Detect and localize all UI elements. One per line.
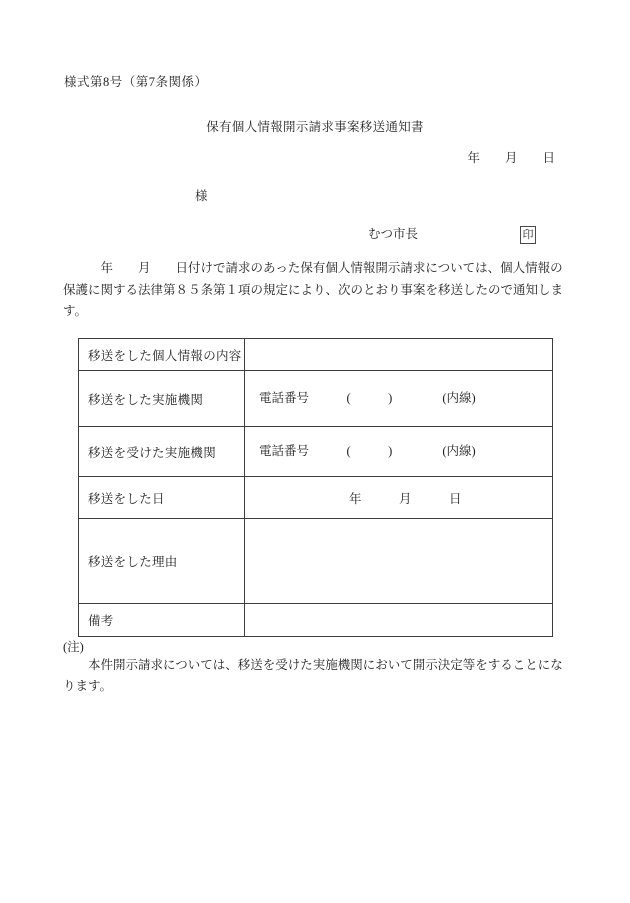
addressee-honorific: 様 (195, 189, 208, 203)
row-value-date-blank: 年 月 日 (245, 477, 553, 519)
body-paragraph: 年 月 日付けで請求のあった保有個人情報開示請求については、個人情報の保護に関する法律第８５条第１項の規定により、次のとおり事案を移送したので通知します。 (63, 261, 564, 318)
seal-box (520, 226, 536, 244)
table-row-remarks (79, 604, 553, 637)
row-label: 移送をした個人情報の内容 (79, 339, 245, 371)
transfer-details-table (78, 338, 553, 637)
seal-character: 印 (522, 228, 534, 241)
row-value-blank (245, 519, 553, 604)
row-label: 移送を受けた実施機関 (79, 427, 245, 477)
row-label: 備考 (79, 604, 245, 637)
table-row-receiving-agency (79, 427, 553, 477)
table-row-transfer-reason (79, 519, 553, 604)
row-label: 移送をした実施機関 (79, 371, 245, 427)
row-value-blank (245, 339, 553, 371)
note-label: (注) (63, 640, 84, 654)
table-row-personal-info-content (79, 339, 553, 371)
issue-date-blank: 年 月 日 (467, 151, 555, 165)
form-number: 様式第8号（第7条関係） (64, 75, 208, 89)
row-value-phone: 電話番号 ( ) (内線) (245, 427, 553, 477)
table-row-transfer-date (79, 477, 553, 519)
note-body: 本件開示請求については、移送を受けた実施機関において開示決定等をすることになります。 (63, 658, 563, 693)
sender-title: むつ市長 (368, 227, 419, 241)
row-value-phone: 電話番号 ( ) (内線) (245, 371, 553, 427)
document-title: 保有個人情報開示請求事案移送通知書 (206, 120, 424, 134)
row-label: 移送をした日 (79, 477, 245, 519)
table-row-transferring-agency (79, 371, 553, 427)
row-label: 移送をした理由 (79, 519, 245, 604)
row-value-blank (245, 604, 553, 637)
